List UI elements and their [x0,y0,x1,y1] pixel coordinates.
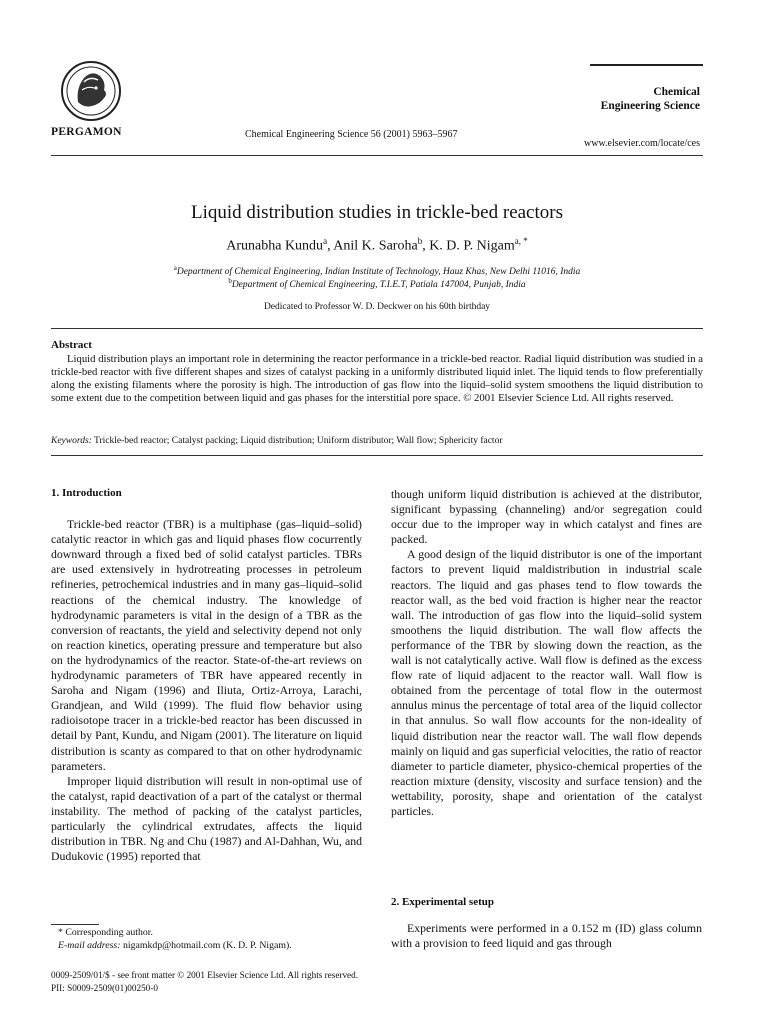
affiliation-text: Department of Chemical Engineering, T.I.E.T, Patiala 147004, Punjab, India [231,280,526,291]
email-label: E-mail address: [58,940,121,951]
header-rule-short [590,64,703,66]
keywords-label: Keywords: [51,436,92,446]
corresponding-author-note: * Corresponding author. [58,927,153,938]
affiliation-sup: a [173,264,177,272]
abstract-heading: Abstract [51,339,92,351]
footnote-rule [51,924,99,925]
intro-paragraph-1: Trickle-bed reactor (TBR) is a multiphase (gas–liquid–solid) catalytic reactor in which gas and liquid phases flow cocurrently downward through a fixed bed of solid catalyst particles. TBRs are used extensively in hydrotreating processes in petroleum refineries, petrochemical industries and in many gas–liquid–solid reactions of the chemical industry. The knowledge of hydrodynamic parameters is vital in the design of a TBR as the conversion of reactants, the yield and selectivity depend not only on reaction kinetics, operating pressure and temperature but also on the hydrodynamics of the reactor. State-of-the-art reviews on hydrodynamic parameters of TBR have appeared recently in Saroha and Nigam (1996) and Iliuta, Ortiz-Arroya, Larachi, Grandjean, and Wild (1999). The fluid flow behavior using radioisotope tracer in a trickle-bed reactor has been discussed in detail by Pant, Kundu, and Nigam (2001). The literature on liquid distribution is scanty as compared to that on other hydrodynamic parameters. [51,517,362,773]
keywords [51,436,703,446]
journal-url[interactable]: www.elsevier.com/locate/ces [584,138,700,149]
author-name: Arunabha Kundu [226,238,324,254]
author-name: K. D. P. Nigam [429,238,515,254]
publisher-logo-icon [60,58,122,124]
affiliation-b [51,277,703,290]
section-heading-experimental: 2. Experimental setup [391,896,494,908]
copyright-line: 0009-2509/01/$ - see front matter © 2001 Elsevier Science Ltd. All rights reserved. [51,970,359,980]
publisher-name: PERGAMON [51,126,122,138]
journal-citation: Chemical Engineering Science 56 (2001) 5963–5967 [245,129,458,140]
abstract-divider [51,328,703,329]
header-divider [51,155,703,156]
intro-paragraph-2: Improper liquid distribution will result in non-optimal use of the catalyst, rapid deactivation of a part of the catalyst or thermal instability. The method of packing of the catalyst particles, particularly the cylindrical extrudates, affects the liquid distribution in TBR. Ng and Chu (1987) and Al-Dahhan, Wu, and Dudukovic (1995) reported that [51,773,362,864]
right-paragraph-2: A good design of the liquid distributor is one of the important factors to prevent liquid maldistribution in industrial scale reactors. The liquid and gas phases tend to flow towards the reactor wall, as the bed void fraction is higher near the reactor wall. The introduction of gas flow into the liquid–solid system smoothens the liquid distribution. The wall flow affects the performance of the TBR by slowing down the reaction, as the wall is not catalytically active. Wall flow is defined as the excess flow rate of liquid adjacent to the reactor wall. Wall flow is obtained from the percentage of total flow in the outermost annulus minus the percentage of total area of the liquid collector in that annulus. So wall flow accounts for the non-ideality of liquid distribution near the reactor wall. The wall flow depends mainly on liquid and gas superficial velocities, the ratio of reactor diameter to particle diameter, physico-chemical properties of the reaction mixture (density, viscosity and surface tension) and the wettability, porosity, shape and orientation of the catalyst particles. [391,547,702,818]
experimental-paragraph-1: Experiments were performed in a 0.152 m (ID) glass column with a provision to feed liquid and gas through [391,921,702,951]
keywords-divider [51,455,703,456]
affiliation-sup: b [228,277,232,285]
pii-line: PII: S0009-2509(01)00250-0 [51,983,158,993]
brand-line-2: Engineering Science [600,100,700,112]
author-sup: a, * [514,236,528,246]
author-sup: b [417,236,423,246]
journal-brand [560,85,700,113]
author-list: Arunabha Kundu$^a$, Anil K. Saroha$^b$, K. D. P. Nigam$^{a, *}$ [226,236,528,254]
keywords-list: Trickle-bed reactor; Catalyst packing; Liquid distribution; Uniform distributor; Wall flow; Sphericity factor [94,436,503,446]
right-column [391,487,702,819]
dedication: Dedicated to Professor W. D. Deckwer on his 60th birthday [263,302,491,312]
left-column [51,486,362,864]
author-sup: a [323,236,328,246]
affiliation-a [51,264,703,277]
section-heading-introduction: 1. Introduction [51,487,122,499]
right-paragraph-1: though uniform liquid distribution is achieved at the distributor, significant bypassing (channeling) and/or segregation could occur due to the improper way in which catalyst and fines are packed. [391,487,702,547]
email-value[interactable]: nigamkdp@hotmail.com (K. D. P. Nigam). [122,940,292,951]
brand-line-1: Chemical [653,86,700,98]
email-note [58,940,292,951]
affiliation-text: Department of Chemical Engineering, Indian Institute of Technology, Hauz Khas, New Delhi 11016, India [176,267,581,278]
paper-title: Liquid distribution studies in trickle-bed reactors [190,202,563,223]
author-name: Anil K. Saroha [333,238,418,254]
abstract-text: Liquid distribution plays an important role in determining the reactor performance in a trickle-bed reactor. Radial liquid distribution was studied in a trickle-bed reactor with five different shapes and sizes of catalyst packing in a uniformly distributed liquid inlet. The liquid tends to flow preferentially along the existing filaments where the porosity is high. The introduction of gas flow into the liquid–solid system smoothens the liquid distribution to some extent due to the competition between liquid and gas phases for the interstitial pore space. © 2001 Elsevier Science Ltd. All rights reserved. [51,353,703,404]
